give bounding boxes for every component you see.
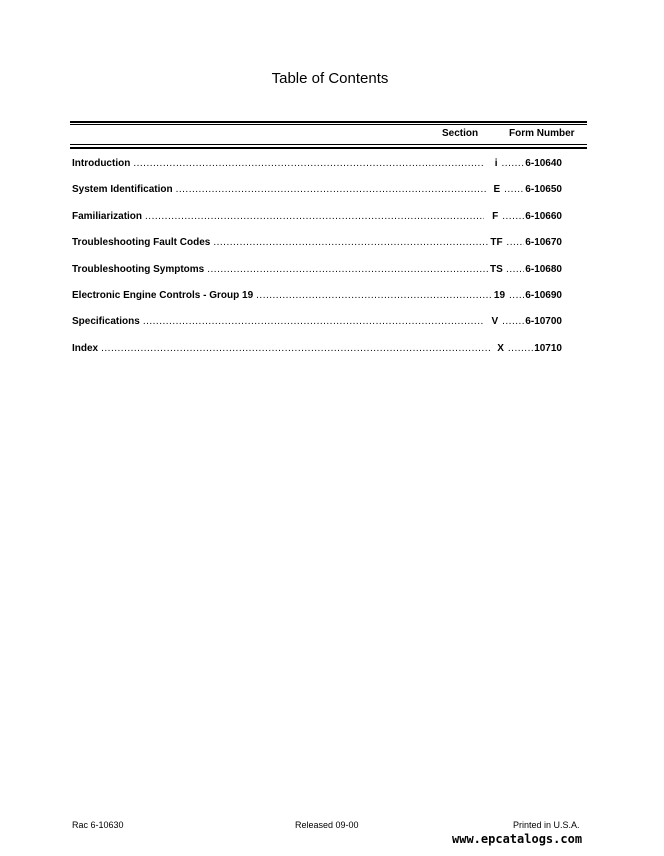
- toc-entry-form-number: 6-10690: [525, 289, 562, 301]
- toc-entry-introduction[interactable]: [72, 158, 562, 184]
- toc-entry-section: X: [497, 342, 504, 354]
- leader-dots: [502, 316, 524, 327]
- toc-entry-title: Index: [72, 342, 99, 354]
- leader-dots: [502, 158, 525, 169]
- leader-dots: [176, 184, 487, 195]
- toc-entry-specifications[interactable]: [72, 316, 562, 342]
- footer-document-number: Rac 6-10630: [72, 820, 124, 830]
- leader-dots: [256, 290, 491, 301]
- leader-dots: [506, 237, 524, 248]
- toc-entry-form-number: 6-10660: [525, 210, 562, 222]
- page-title: Table of Contents: [271, 70, 389, 87]
- toc-entry-form-number: 10710: [534, 342, 562, 354]
- toc-entry-form-number: 6-10670: [525, 237, 562, 249]
- toc-entry-section: E: [493, 184, 501, 196]
- leader-dots: [101, 343, 490, 354]
- footer-release-date: Released 09-00: [295, 820, 359, 830]
- toc-entry-system-identification[interactable]: [72, 184, 562, 210]
- toc-entry-index[interactable]: [72, 343, 562, 369]
- toc-entry-familiarization[interactable]: [72, 211, 562, 237]
- leader-dots: [145, 211, 484, 222]
- toc-entry-section: TF: [490, 237, 503, 249]
- toc-entry-section: i: [494, 158, 498, 169]
- toc-entry-title: System Identification: [72, 184, 173, 196]
- leader-dots: [502, 211, 524, 222]
- toc-entry-title: Introduction: [72, 158, 131, 169]
- footer-printed-in: Printed in U.S.A.: [513, 820, 580, 830]
- toc-entry-section: 19: [493, 289, 506, 301]
- toc-entry-title: Troubleshooting Fault Codes: [72, 237, 211, 249]
- header-rule-top: [70, 121, 587, 123]
- toc-entry-form-number: 6-10680: [525, 263, 562, 275]
- leader-dots: [508, 343, 533, 354]
- toc-entry-troubleshooting-symptoms[interactable]: [72, 264, 562, 290]
- header-rule-top-thin: [70, 124, 587, 125]
- toc-entry-section: F: [492, 210, 499, 222]
- watermark-url: www.epcatalogs.com: [452, 832, 583, 846]
- toc-entry-form-number: 6-10650: [525, 184, 562, 196]
- leader-dots: [133, 158, 483, 169]
- toc-entry-title: Specifications: [72, 316, 140, 328]
- toc-entry-title: Troubleshooting Symptoms: [72, 263, 205, 275]
- header-rule-bottom-thick: [70, 147, 587, 149]
- toc-entry-section: TS: [490, 263, 503, 275]
- toc-entry-form-number: 6-10640: [525, 158, 562, 169]
- leader-dots: [213, 237, 488, 248]
- toc-entry-title: Electronic Engine Controls - Group 19: [72, 289, 254, 301]
- toc-entry-electronic-engine-controls[interactable]: [72, 290, 562, 316]
- leader-dots: [143, 316, 484, 327]
- toc-entry-section: V: [491, 316, 499, 328]
- leader-dots: [509, 290, 524, 301]
- leader-dots: [506, 264, 524, 275]
- leader-dots: [504, 184, 524, 195]
- toc-entry-form-number: 6-10700: [525, 316, 562, 328]
- section-column-header: Section: [442, 128, 479, 139]
- leader-dots: [207, 264, 488, 275]
- toc-entry-troubleshooting-fault-codes[interactable]: [72, 237, 562, 263]
- form-number-column-header: Form Number: [509, 128, 575, 139]
- header-rule-bottom: [70, 144, 587, 145]
- toc-list: [72, 158, 562, 369]
- toc-entry-title: Familiarization: [72, 210, 143, 222]
